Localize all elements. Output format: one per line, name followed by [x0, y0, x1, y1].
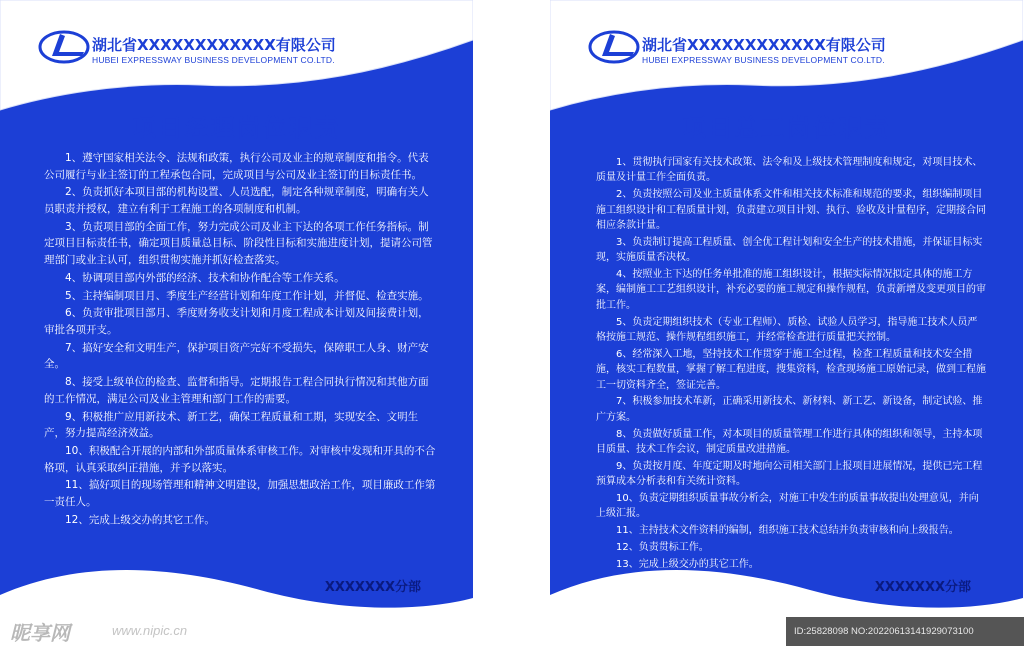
list-item: 9、积极推广应用新技术、新工艺，确保工程质量和工期，实现安全、文明生产，努力提高经济效益。	[44, 410, 419, 440]
list-item: 12、负责贯标工作。	[616, 542, 709, 554]
page-title: 项目总工岗位职责	[682, 114, 891, 142]
company-logo	[38, 30, 94, 64]
list-item: 7、搞好安全和文明生产，保护项目资产完好不受损失，保障职工人身、财产安全。	[44, 341, 429, 371]
company-logo	[588, 30, 644, 64]
list-item: 6、负责审批项目部月、季度财务收支计划和月度工程成本计划及间接费计划，审批各项开支。	[44, 307, 429, 336]
list-item: 3、负责制订提高工程质量、创全优工程计划和安全生产的技术措施，并保证目标实现，实施质量否决权。	[596, 236, 983, 264]
list-item: 8、负责做好质量工作，对本项目的质量管理工作进行具体的组织和领导，主持本项目质量、技术工作会议，制定质量改进措施。	[596, 428, 983, 456]
site-watermark: 昵享网	[10, 621, 70, 645]
duty-list	[596, 155, 986, 574]
list-item: 8、接受上级单位的检查、监督和指导。定期报告工程合同执行情况和其他方面的工作情况，满足公司及业主管理和部门工作的需要。	[44, 376, 429, 405]
list-item: 5、负责定期组织技术（专业工程师）、质检、试验人员学习，指导施工技术人员严格按施工规范、操作规程组织施工，并经常检查进行质量把关控制。	[596, 316, 978, 344]
image-id-strip: ID:25828098 NO:20220613141929073100	[786, 617, 1024, 646]
list-item: 2、负责抓好本项目部的机构设置、人员选配，制定各种规章制度，明确有关人员职责并授权，建立有利于工程施工的各项制度和机制。	[44, 186, 429, 215]
company-name-cn: 湖北省XXXXXXXXXXXX有限公司	[92, 36, 336, 54]
list-item: 6、经常深入工地，坚持技术工作贯穿于施工全过程，检查工程质量和技术安全措施，核实工程数量，掌握了解工程进度，搜集资料，检查现场施工原始记录，做到工程施工一切资料齐全，签证完善。	[596, 348, 986, 391]
branch-label: XXXXXXX分部	[874, 580, 971, 595]
right-poster	[550, 0, 1023, 622]
branch-label: XXXXXXX分部	[324, 580, 421, 595]
company-name-en: HUBEI EXPRESSWAY BUSINESS DEVELOPMENT CO.LTD.	[642, 55, 885, 65]
list-item: 7、积极参加技术革新，正确采用新技术、新材料、新工艺、新设备，制定试验、推广方案。	[596, 396, 983, 423]
list-item: 12、完成上级交办的其它工作。	[65, 513, 215, 526]
list-item: 5、主持编制项目月、季度生产经营计划和年度工作计划，并督促、检查实施。	[65, 289, 429, 302]
list-item: 4、协调项目部内外部的经济、技术和协作配合等工作关系。	[65, 271, 345, 284]
list-item: 3、负责项目部的全面工作，努力完成公司及业主下达的各项工作任务指标。制定项目目标责任书，确定项目质量总目标、阶段性目标和实施进度计划，提请公司管理部门或业主认可，组织贯彻实施并抓好检查落实。	[44, 220, 433, 266]
list-item: 11、主持技术文件资料的编制，组织施工技术总结并负责审核和向上级报告。	[616, 525, 959, 537]
list-item: 9、负责按月度、年度定期及时地向公司相关部门上报项目进展情况，提供已完工程预算成本分析表和有关统计资料。	[596, 460, 983, 488]
list-item: 10、负责定期组织质量事故分析会，对施工中发生的质量事故提出处理意见，并向上级汇报。	[596, 493, 979, 520]
left-poster	[0, 0, 473, 622]
list-item: 13、完成上级交办的其它工作。	[616, 558, 759, 570]
list-item: 11、搞好项目的现场管理和精神文明建设，加强思想政治工作，项目廉政工作第一责任人。	[44, 479, 436, 508]
company-name-cn: 湖北省XXXXXXXXXXXX有限公司	[642, 36, 886, 54]
duty-list	[44, 150, 436, 530]
list-item: 1、遵守国家相关法令、法规和政策，执行公司及业主的规章制度和指令。代表公司履行与业主签订的工程承包合同，完成项目与公司及业主签订的目标责任书。	[44, 152, 429, 181]
list-item: 10、积极配合开展的内部和外部质量体系审核工作。对审核中发现和开具的不合格项，认真采取纠正措施，并予以落实。	[44, 445, 436, 474]
company-name-en: HUBEI EXPRESSWAY BUSINESS DEVELOPMENT CO.LTD.	[92, 55, 335, 65]
page-title: 项目经理岗位职责	[132, 114, 341, 142]
list-item: 1、贯彻执行国家有关技术政策、法令和及上级技术管理制度和规定，对项目技术、质量及计量工作全面负责。	[596, 157, 983, 184]
site-url-watermark: www.nipic.cn	[112, 623, 188, 638]
list-item: 2、负责按照公司及业主质量体系文件和相关技术标准和规范的要求，组织编制项目施工组织设计和工程质量计划，负责建立项目计划、执行、验收及计量程序，定期接合同相应条款计量。	[596, 189, 986, 232]
list-item: 4、按照业主下达的任务单批准的施工组织设计，根据实际情况拟定具体的施工方案，编制施工工艺组织设计，补充必要的施工规定和操作规程，负责新增及变更项目的审批工作。	[596, 269, 986, 311]
